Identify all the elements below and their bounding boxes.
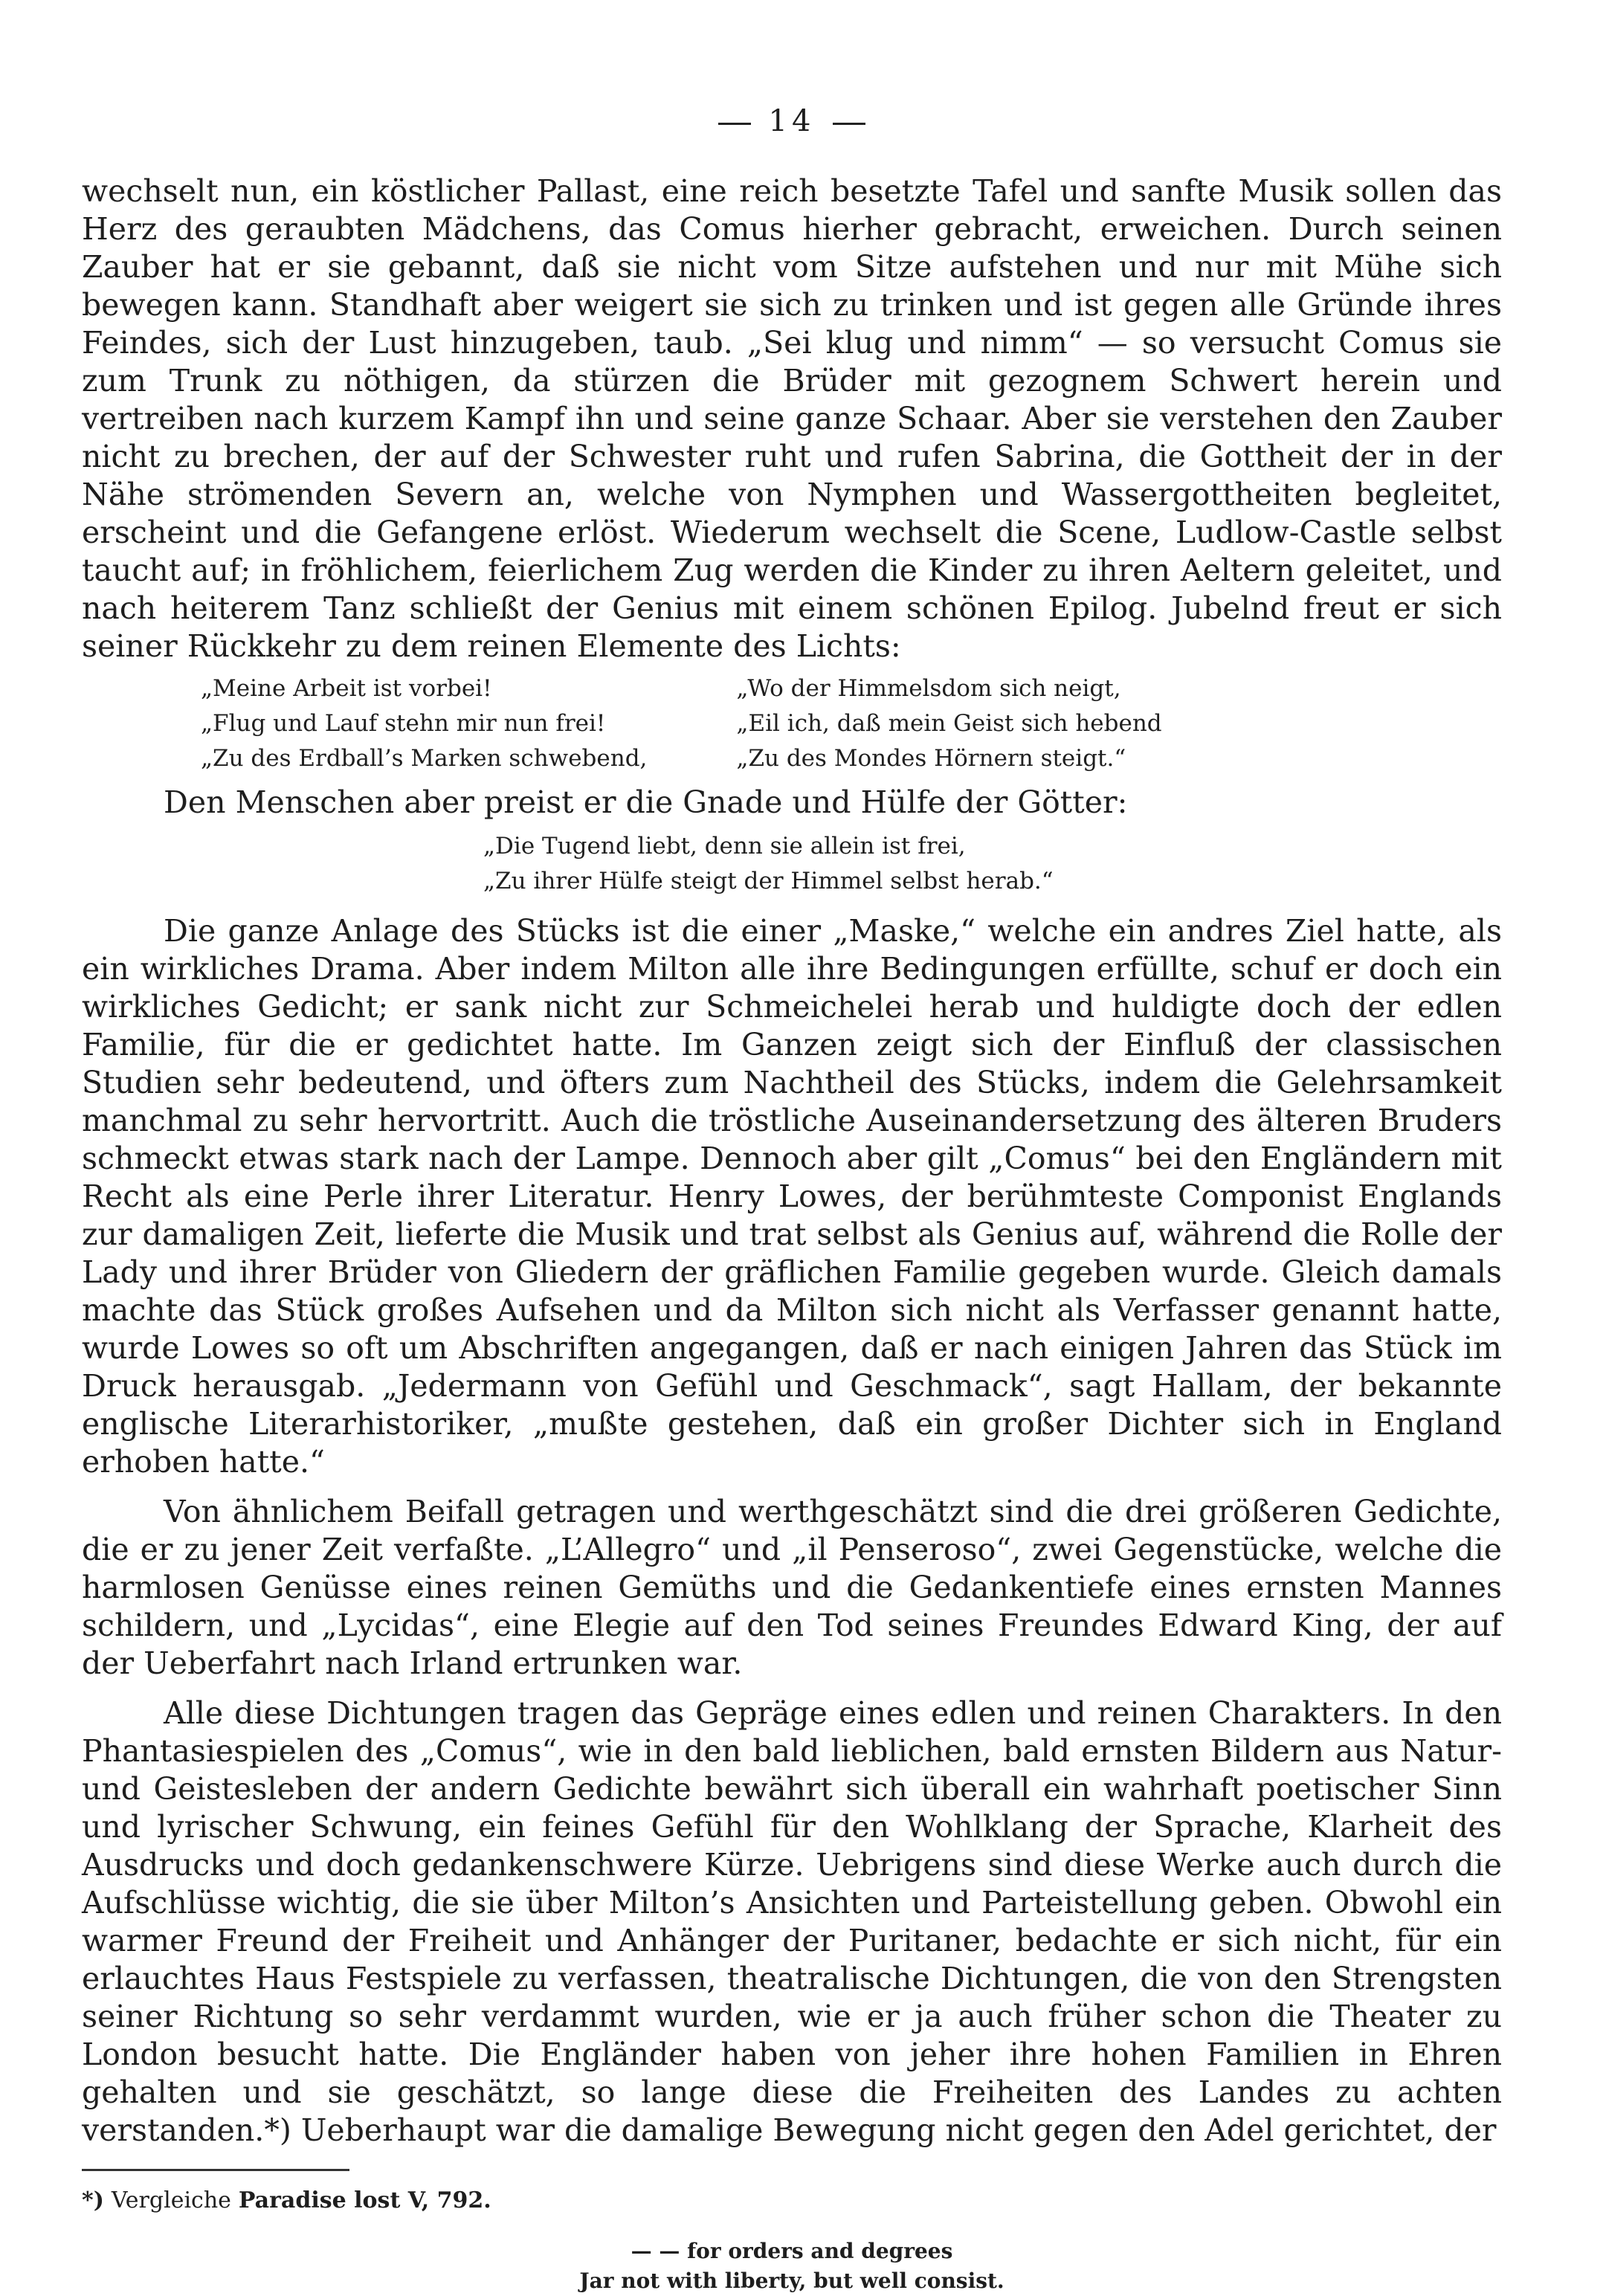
footnote-reference: Paradise lost V, 792. <box>238 2187 491 2213</box>
poem-line: „Flug und Lauf stehn mir nun frei! <box>201 710 606 737</box>
footnote-mark: *) <box>82 2187 104 2213</box>
poem-line: „Wo der Himmelsdom sich neigt, <box>736 675 1121 702</box>
motto-line-1: — — for orders and degrees <box>631 2239 953 2263</box>
page-number-header <box>82 104 1502 146</box>
footnote-rule <box>82 2169 349 2171</box>
paragraph-5: Alle diese Dichtungen tragen das Gepräge eines edlen und reinen Charakters. In den Phantasiespielen des „Comus“, wie in den bald lieblichen, bald ernsten Bildern aus Natur- und Geistesleben der andern Gedichte bewährt sich überall ein wahrhaft poetischer Sinn und lyrischer Schwung, ein feines Gefühl für den Wohlklang der Sprache, Klarheit des Ausdrucks und doch gedankenschwere Kürze. Uebrigens sind diese Werke auch durch die Aufschlüsse wichtig, die sie über Milton’s Ansichten und Parteistellung geben. Obwohl ein warmer Freund der Freiheit und Anhänger der Puritaner, bedachte er sich nicht, für ein erlauchtes Haus Festspiele zu verfassen, theatralische Dichtungen, die von den Strengsten seiner Richtung so sehr verdammt wurden, wie er ja auch früher schon die Theater zu London besucht hatte. Die Engländer haben von jeher ihre hohen Familien in Ehren gehalten und sie geschätzt, so lange diese die Freiheiten des Landes zu achten verstanden.*) Ueberhaupt war die damalige Bewegung nicht gegen den Adel gerichtet, der <box>82 1695 1502 2148</box>
epilogue-poem <box>201 671 1502 776</box>
paragraph-2: Den Menschen aber preist er die Gnade und Hülfe der Götter: <box>164 784 1128 820</box>
poem-line: „Eil ich, daß mein Geist sich hebend <box>736 710 1162 737</box>
poem-line: „Zu des Erdball’s Marken schwebend, <box>201 745 648 772</box>
poem-line: „Zu des Mondes Hörnern steigt.“ <box>736 745 1126 772</box>
motto-line-2: Jar not with liberty, but well consist. <box>579 2268 1004 2293</box>
paragraph-1: wechselt nun, ein köstlicher Pallast, eine reich besetzte Tafel und sanfte Musik sollen das Herz des geraubten Mädchens, das Comus hierher gebracht, erweichen. Durch seinen Zauber hat er sie gebannt, daß sie nicht vom Sitze aufstehen und nur mit Mühe sich bewegen kann. Standhaft aber weigert sie sich zu trinken und ist gegen alle Gründe ihres Feindes, sich der Lust hinzugeben, taub. „Sei klug und nimm“ — so versucht Comus sie zum Trunk zu nöthigen, da stürzen die Brüder mit gezognem Schwert herein und vertreiben nach kurzem Kampf ihn und seine ganze Schaar. Aber sie verstehen den Zauber nicht zu brechen, der auf der Schwester ruht und rufen Sabrina, die Gottheit der in der Nähe strömenden Severn an, welche von Nymphen und Wassergottheiten begleitet, erscheint und die Gefangene erlöst. Wiederum wechselt die Scene, Ludlow-Castle selbst taucht auf; in fröhlichem, feierlichem Zug werden die Kinder zu ihren Aeltern geleitet, und nach heiterem Tanz schließt der Genius mit einem schönen Epilog. Jubelnd freut er sich seiner Rückkehr zu dem reinen Elemente des Lichts: <box>82 173 1502 664</box>
paragraph-4: Von ähnlichem Beifall getragen und werthgeschätzt sind die drei größeren Gedichte, die er zu jener Zeit verfaßte. „L’Allegro“ und „il Penseroso“, zwei Gegenstücke, welche die harmlosen Genüsse eines reinen Gemüths und die Gedankentiefe eines ernsten Mannes schildern, und „Lycidas“, eine Elegie auf den Tod seines Freundes Edward King, der auf der Ueberfahrt nach Irland ertrunken war. <box>82 1494 1502 1681</box>
epilogue-poem-left <box>201 671 647 776</box>
paragraph-3: Die ganze Anlage des Stücks ist die einer „Maske,“ welche ein andres Ziel hatte, als ein wirkliches Drama. Aber indem Milton alle ihre Bedingungen erfüllte, schuf er doch ein wirkliches Gedicht; er sank nicht zur Schmeichelei herab und huldigte doch der edlen Familie, für die er gedichtet hatte. Im Ganzen zeigt sich der Einfluß der classischen Studien sehr bedeutend, und öfters zum Nachtheil des Stücks, indem die Gelehrsamkeit manchmal zu sehr hervortritt. Auch die tröstliche Auseinandersetzung des älteren Bruders schmeckt etwas stark nach der Lampe. Dennoch aber gilt „Comus“ bei den Engländern mit Recht als eine Perle ihrer Literatur. Henry Lowes, der berühmteste Componist Englands zur damaligen Zeit, lieferte die Musik und trat selbst als Genius auf, während die Rolle der Lady und ihrer Brüder von Gliedern der gräflichen Familie gegeben wurde. Gleich damals machte das Stück großes Aufsehen und da Milton sich nicht als Verfasser genannt hatte, wurde Lowes so oft um Abschriften angegangen, daß er nach einigen Jahren das Stück im Druck herausgab. „Jedermann von Gefühl und Geschmack“, sagt Hallam, der bekannte englische Literarhistoriker, „mußte gestehen, daß ein großer Dichter sich in England erhoben hatte.“ <box>82 913 1502 1480</box>
header-dash-left <box>718 123 751 125</box>
footnote-motto <box>82 2237 1502 2296</box>
header-dash-right <box>833 123 865 125</box>
page-number: 14 <box>768 104 816 138</box>
quote-line: „Zu ihrer Hülfe steigt der Himmel selbst herab.“ <box>483 868 1054 894</box>
footnote-text: Vergleiche <box>111 2187 231 2213</box>
epilogue-poem-right <box>736 671 1161 776</box>
virtue-quote <box>483 829 1502 899</box>
footnote <box>82 2184 1502 2217</box>
poem-line: „Meine Arbeit ist vorbei! <box>201 675 492 702</box>
quote-line: „Die Tugend liebt, denn sie allein ist frei, <box>483 833 966 860</box>
